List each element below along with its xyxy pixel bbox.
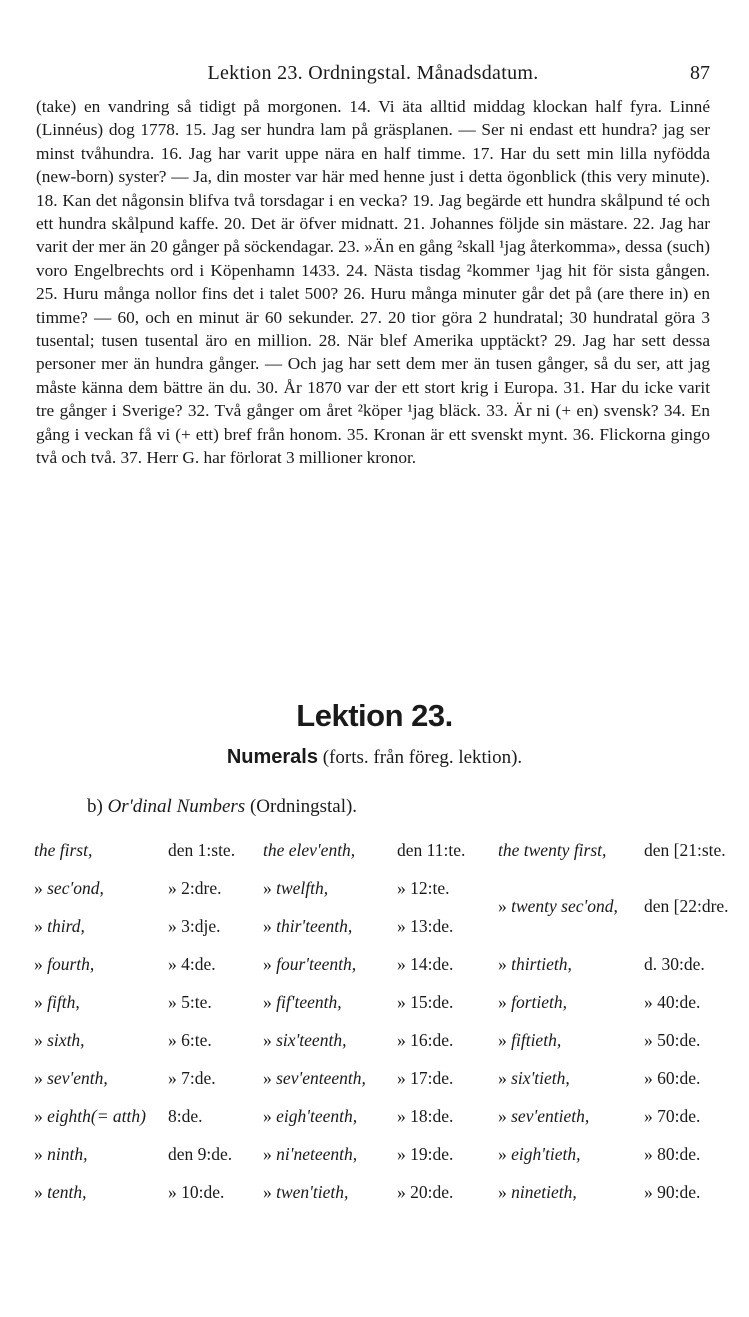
ordinal-entry xyxy=(263,916,454,937)
ordinal-entry xyxy=(34,1030,212,1051)
ordinal-swedish: » 7:de. xyxy=(168,1068,216,1088)
ordinal-entry xyxy=(263,1068,454,1089)
ordinal-swedish: » 40:de. xyxy=(644,992,701,1012)
numerals-subtitle xyxy=(0,746,749,769)
ordinal-entry xyxy=(263,992,454,1013)
lesson-heading: Lektion 23. xyxy=(296,698,453,733)
ordinal-prefix: » xyxy=(263,1030,277,1050)
subheading-prefix: b) xyxy=(87,796,103,817)
ordinal-english: twen'tieth, xyxy=(276,1182,349,1202)
ordinal-swedish: den [22:dre. xyxy=(644,896,729,916)
ordinal-swedish: » 12:te. xyxy=(397,878,450,898)
ordinal-english: first, xyxy=(59,840,93,860)
ordinal-swedish: » 18:de. xyxy=(397,1106,454,1126)
ordinal-english: thir'teenth, xyxy=(276,916,353,936)
ordinal-swedish: » 70:de. xyxy=(644,1106,701,1126)
ordinal-swedish: » 3:dje. xyxy=(168,916,221,936)
ordinal-prefix: » xyxy=(34,1144,48,1164)
ordinal-prefix: » xyxy=(498,896,512,916)
ordinal-english: eighth(= atth) xyxy=(47,1106,146,1126)
numerals-label: Numerals xyxy=(226,746,318,768)
ordinal-english: fortieth, xyxy=(511,992,568,1012)
ordinal-swedish: 8:de. xyxy=(168,1106,203,1126)
ordinal-entry xyxy=(34,992,212,1013)
ordinal-prefix: » xyxy=(263,1068,277,1088)
ordinal-english: eigh'teenth, xyxy=(276,1106,358,1126)
ordinal-prefix: » xyxy=(263,1106,277,1126)
ordinal-prefix: the xyxy=(498,840,524,860)
ordinal-english: ni'neteenth, xyxy=(276,1144,358,1164)
ordinal-entry xyxy=(498,896,729,917)
ordinal-prefix: » xyxy=(34,878,48,898)
exercise-paragraph: (take) en vandring så tidigt på morgonen. 14. Vi äta alltid middag klockan half fyra. Linné (Linnéus) dog 1778. 15. Jag ser hundra lam på gräsplanen. — Ser ni endast ett hundra? jag ser minst tvåhundra. 16. Jag har varit uppe nära en half timme. 17. Har du sett min lilla nyfödda (new-born) syster? — Ja, din moster var här med henne just i detta ögonblick (this very minute). 18. Kan det någonsin blifva två torsdagar i en vecka? 19. Jag begärde ett hundra skålpund té och ett hundra skålpund kaffe. 20. Det är öfver midnatt. 21. Johannes följde sin mästare. 22. Jag har varit der mer än 20 gånger på söckendagar. 23. »Än en gång ²skall ¹jag återkomma», dessa (such) voro Engelbrechts ord i Köpenhamn 1433. 24. Nästa tisdag ²kommer ¹jag hit för sista gången. 25. Huru många nollor fins det i talet 500? 26. Huru många minuter går det på (are there in) en timme? — 60, och en minut är 60 sekunder. 27. 20 tior göra 2 hundratal; 30 hundratal göra 3 tusental; tusen tusental äro en million. 28. När blef Amerika upptäckt? 29. Jag har sett dessa personer mer än hundra gånger. — Och jag har sett dem mer än tusen gånger, så du ser, att jag måste känna dem bättre än du. 30. År 1870 var der ett stort krig i Europa. 31. Har du icke varit tre gånger i Sverige? 32. Två gånger om året ²köper ¹jag bläck. 33. Är ni (+ en) svensk? 34. En gång i veckan få vi (+ ett) bref från honom. 35. Kronan är ett svenskt mynt. 36. Flickorna gingo två och två. 37. Herr G. har förlorat 3 millioner kronor. xyxy=(36,97,710,468)
ordinal-english: sev'entieth, xyxy=(511,1106,590,1126)
ordinal-swedish: den 11:te. xyxy=(397,840,466,860)
ordinal-prefix: » xyxy=(263,954,277,974)
ordinal-entry xyxy=(498,1030,701,1051)
ordinal-english: ninetieth, xyxy=(511,1182,577,1202)
ordinal-prefix: » xyxy=(34,1068,48,1088)
ordinal-swedish: » 4:de. xyxy=(168,954,216,974)
ordinal-prefix: » xyxy=(34,992,48,1012)
ordinal-prefix: » xyxy=(498,992,512,1012)
ordinal-english: elev'enth, xyxy=(288,840,356,860)
ordinal-swedish: » 16:de. xyxy=(397,1030,454,1050)
ordinal-prefix: » xyxy=(498,1106,512,1126)
ordinal-english: twenty first, xyxy=(523,840,607,860)
ordinal-prefix: » xyxy=(498,954,512,974)
ordinal-swedish: » 19:de. xyxy=(397,1144,454,1164)
ordinal-entry xyxy=(498,1182,701,1203)
ordinal-english: sev'enth, xyxy=(47,1068,108,1088)
ordinal-english: six'tieth, xyxy=(511,1068,570,1088)
ordinal-swedish: » 80:de. xyxy=(644,1144,701,1164)
ordinal-swedish: » 2:dre. xyxy=(168,878,222,898)
ordinal-english: third, xyxy=(47,916,85,936)
ordinal-entry xyxy=(34,1106,203,1127)
ordinal-prefix: » xyxy=(498,1182,512,1202)
ordinal-swedish: » 90:de. xyxy=(644,1182,701,1202)
ordinal-entry xyxy=(34,1068,216,1089)
ordinal-entry xyxy=(498,1106,701,1127)
ordinal-english: fifth, xyxy=(47,992,80,1012)
ordinal-swedish: » 6:te. xyxy=(168,1030,212,1050)
ordinal-prefix: » xyxy=(34,954,48,974)
ordinal-prefix: » xyxy=(498,1144,512,1164)
ordinal-swedish: » 17:de. xyxy=(397,1068,454,1088)
ordinal-swedish: » 15:de. xyxy=(397,992,454,1012)
ordinal-entry xyxy=(34,954,216,975)
ordinal-english: fiftieth, xyxy=(511,1030,562,1050)
ordinal-swedish: » 13:de. xyxy=(397,916,454,936)
running-header xyxy=(36,62,710,90)
ordinal-subheading xyxy=(87,796,357,818)
numerals-note: (forts. från föreg. lektion). xyxy=(322,747,523,768)
ordinal-entry xyxy=(34,1182,225,1203)
ordinal-prefix: » xyxy=(263,1144,277,1164)
ordinal-english: sev'enteenth, xyxy=(276,1068,366,1088)
ordinal-prefix: the xyxy=(34,840,60,860)
ordinal-entry xyxy=(34,916,221,937)
ordinal-entry xyxy=(498,840,726,861)
ordinal-entry xyxy=(498,954,705,975)
ordinal-prefix: » xyxy=(263,916,277,936)
ordinal-swedish: den 9:de. xyxy=(168,1144,233,1164)
page-number: 87 xyxy=(690,62,710,84)
subheading-title: Or'dinal Numbers xyxy=(107,796,246,817)
ordinal-english: eigh'tieth, xyxy=(511,1144,581,1164)
ordinal-prefix: the xyxy=(263,840,289,860)
exercise-text-block xyxy=(36,95,710,470)
ordinal-entry xyxy=(263,1144,454,1165)
ordinal-prefix: » xyxy=(34,1030,48,1050)
ordinal-swedish: » 20:de. xyxy=(397,1182,454,1202)
subheading-suffix: (Ordningstal). xyxy=(249,796,358,817)
ordinal-entry xyxy=(263,1182,454,1203)
ordinal-english: fif'teenth, xyxy=(276,992,342,1012)
ordinal-prefix: » xyxy=(263,878,277,898)
ordinal-english: thirtieth, xyxy=(511,954,572,974)
ordinal-english: twelfth, xyxy=(276,878,329,898)
ordinal-english: tenth, xyxy=(47,1182,87,1202)
ordinal-prefix: » xyxy=(498,1030,512,1050)
ordinal-entry xyxy=(34,1144,233,1165)
ordinal-entry xyxy=(263,840,466,861)
ordinal-swedish: » 14:de. xyxy=(397,954,454,974)
ordinal-prefix: » xyxy=(263,992,277,1012)
ordinal-swedish: » 10:de. xyxy=(168,1182,225,1202)
ordinal-swedish: » 50:de. xyxy=(644,1030,701,1050)
ordinal-english: sec'ond, xyxy=(47,878,104,898)
ordinal-entry xyxy=(263,954,454,975)
ordinal-entry xyxy=(498,992,701,1013)
ordinal-swedish: » 5:te. xyxy=(168,992,212,1012)
ordinal-prefix: » xyxy=(263,1182,277,1202)
ordinal-swedish: » 60:de. xyxy=(644,1068,701,1088)
ordinal-prefix: » xyxy=(34,1182,48,1202)
ordinal-english: sixth, xyxy=(47,1030,85,1050)
ordinal-english: twenty sec'ond, xyxy=(511,896,618,916)
ordinal-entry xyxy=(34,878,222,899)
ordinal-entry xyxy=(498,1144,701,1165)
ordinal-prefix: » xyxy=(34,916,48,936)
ordinal-entry xyxy=(263,1030,454,1051)
ordinal-entry xyxy=(498,1068,701,1089)
ordinal-numbers-table xyxy=(34,840,729,1220)
ordinal-prefix: » xyxy=(498,1068,512,1088)
ordinal-entry xyxy=(34,840,236,861)
ordinal-english: fourth, xyxy=(47,954,95,974)
ordinal-swedish: den 1:ste. xyxy=(168,840,236,860)
ordinal-prefix: » xyxy=(34,1106,48,1126)
ordinal-entry xyxy=(263,878,450,899)
ordinal-english: six'teenth, xyxy=(276,1030,347,1050)
running-title: Lektion 23. Ordningstal. Månadsdatum. xyxy=(207,62,539,84)
ordinal-swedish: d. 30:de. xyxy=(644,954,705,974)
ordinal-english: ninth, xyxy=(47,1144,88,1164)
ordinal-english: four'teenth, xyxy=(276,954,357,974)
ordinal-swedish: den [21:ste. xyxy=(644,840,726,860)
ordinal-entry xyxy=(263,1106,454,1127)
